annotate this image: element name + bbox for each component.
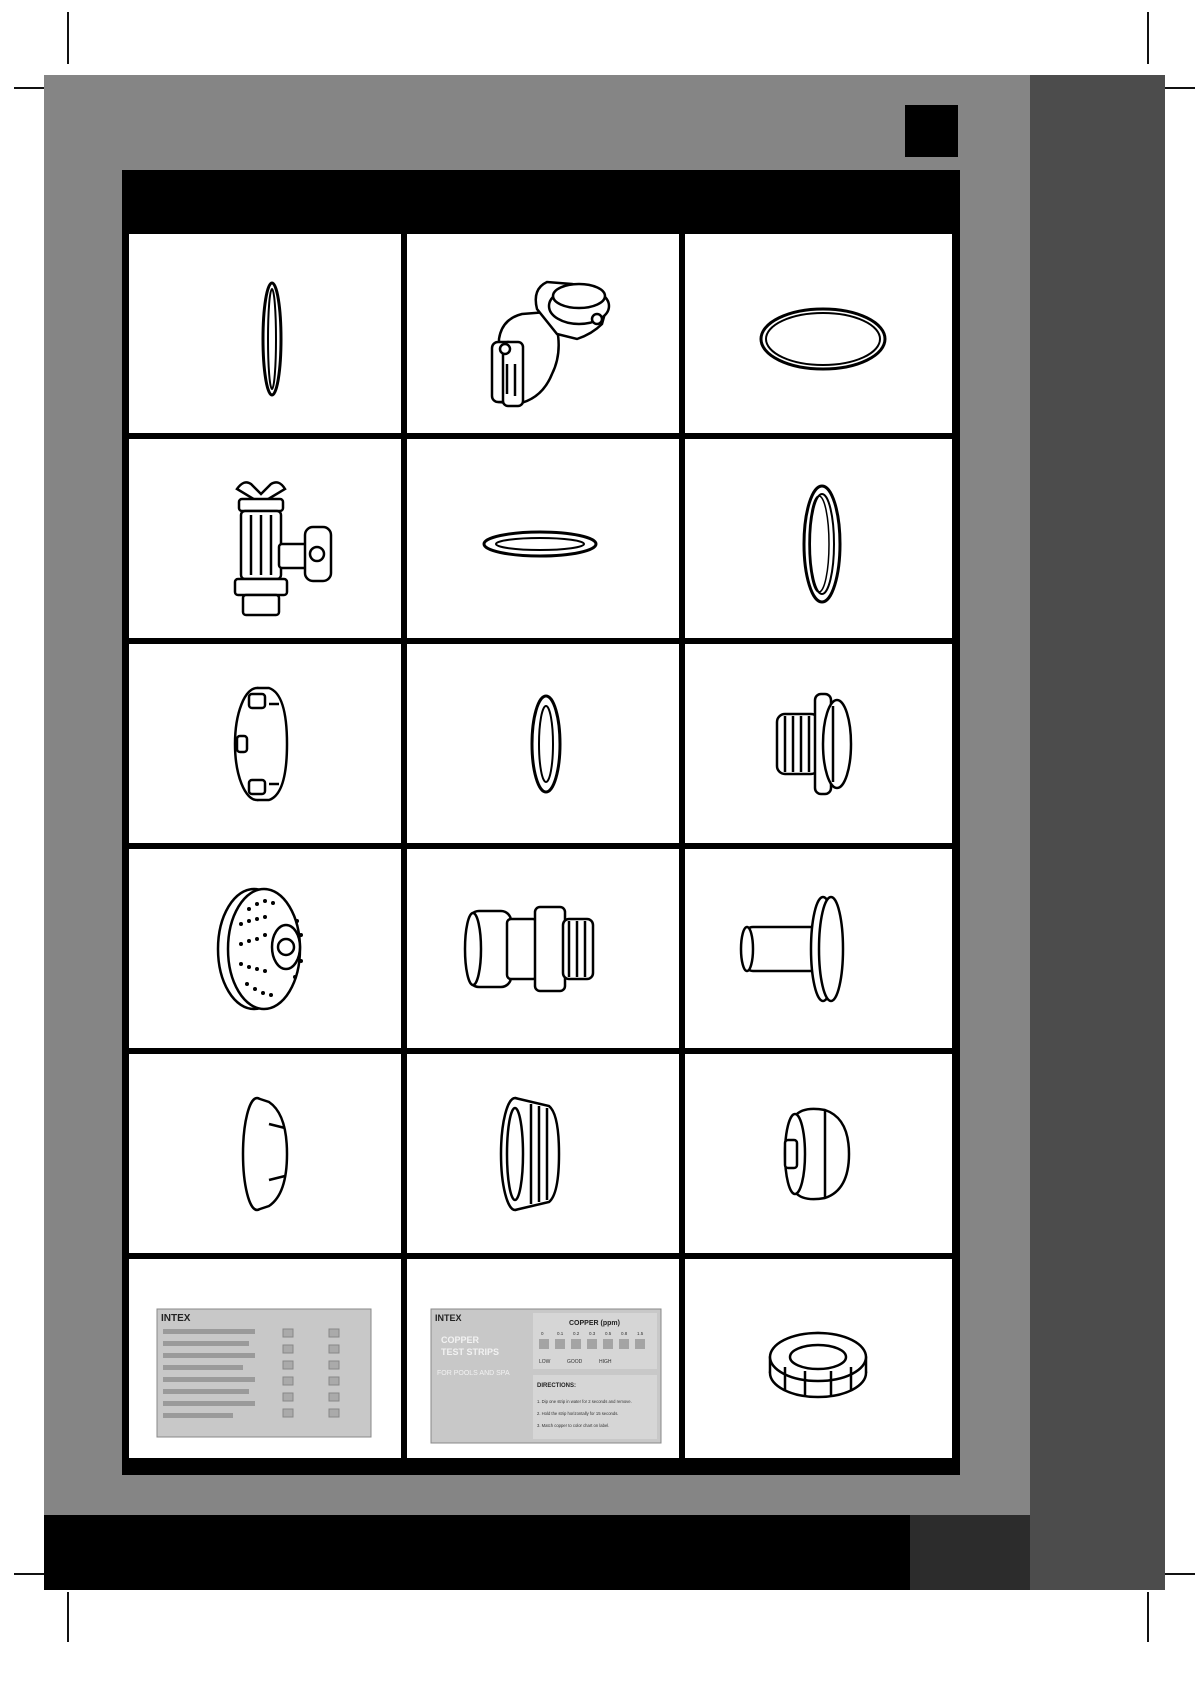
svg-text:1.5: 1.5	[637, 1331, 644, 1336]
threaded-ring-icon	[407, 1054, 679, 1253]
part-cell	[685, 439, 952, 638]
threaded-gasket-icon	[685, 439, 952, 638]
drain-valve-icon	[129, 439, 401, 638]
part-cell	[407, 234, 679, 433]
hose-cap-icon	[685, 1054, 952, 1253]
flat-washer-icon	[407, 439, 679, 638]
svg-text:0: 0	[541, 1331, 544, 1336]
svg-text:COPPER (ppm): COPPER (ppm)	[569, 1320, 620, 1327]
svg-text:0.2: 0.2	[573, 1331, 580, 1336]
strainer-nut-icon	[129, 644, 401, 843]
part-cell	[129, 849, 401, 1048]
svg-text:0.5: 0.5	[605, 1331, 612, 1336]
footer-bar	[44, 1515, 910, 1590]
elbow-connector-icon	[407, 234, 679, 433]
hose-connector-icon	[685, 849, 952, 1048]
svg-text:INTEX: INTEX	[435, 1313, 462, 1323]
part-cell	[407, 1259, 679, 1458]
hose-adapter-icon	[407, 849, 679, 1048]
svg-text:FOR POOLS AND SPA: FOR POOLS AND SPA	[437, 1370, 510, 1377]
side-band	[1030, 75, 1165, 1590]
footer-block	[910, 1515, 1030, 1590]
strainer-grid-icon	[129, 849, 401, 1048]
svg-text:0.3: 0.3	[589, 1331, 596, 1336]
strainer-cap-icon	[129, 1054, 401, 1253]
large-o-ring-icon	[685, 234, 952, 433]
part-cell	[407, 849, 679, 1048]
svg-text:0.1: 0.1	[557, 1331, 564, 1336]
svg-text:COPPER: COPPER	[441, 1335, 480, 1345]
part-cell	[129, 1259, 401, 1458]
svg-text:GOOD: GOOD	[567, 1359, 583, 1365]
crop-mark	[1147, 1592, 1149, 1642]
part-cell	[129, 644, 401, 843]
parts-grid	[129, 234, 952, 1458]
part-cell	[685, 1259, 952, 1458]
test-strip-card-icon	[129, 1259, 401, 1458]
part-cell	[129, 439, 401, 638]
part-cell	[129, 234, 401, 433]
parts-table-header	[122, 170, 960, 232]
svg-text:2. Hold the strip horizontally: 2. Hold the strip horizontally for 15 seconds.	[537, 1411, 619, 1416]
svg-text:1. Dip one strip in water for: 1. Dip one strip in water for 2 seconds and remove.	[537, 1399, 632, 1404]
part-cell	[685, 849, 952, 1048]
part-cell	[685, 1054, 952, 1253]
svg-text:0.8: 0.8	[621, 1331, 628, 1336]
hex-nut-icon	[685, 1259, 952, 1458]
part-cell	[407, 644, 679, 843]
crop-mark	[1147, 12, 1149, 64]
svg-text:HIGH: HIGH	[599, 1359, 612, 1365]
threaded-connector-icon	[685, 644, 952, 843]
part-cell	[407, 1054, 679, 1253]
svg-text:INTEX: INTEX	[161, 1313, 191, 1324]
crop-mark	[67, 1592, 69, 1642]
part-cell	[685, 644, 952, 843]
parts-table	[122, 170, 960, 1475]
svg-text:DIRECTIONS:: DIRECTIONS:	[537, 1383, 576, 1389]
crop-mark	[67, 12, 69, 64]
part-cell	[407, 439, 679, 638]
copper-test-strip-card-icon	[407, 1259, 679, 1458]
svg-text:LOW: LOW	[539, 1359, 551, 1365]
page-number-box	[905, 105, 958, 157]
flat-gasket-icon	[407, 644, 679, 843]
o-ring-icon	[129, 234, 401, 433]
svg-text:TEST STRIPS: TEST STRIPS	[441, 1347, 500, 1357]
svg-text:3. Match copper to color chart: 3. Match copper to color chart on label.	[537, 1423, 610, 1428]
part-cell	[685, 234, 952, 433]
part-cell	[129, 1054, 401, 1253]
